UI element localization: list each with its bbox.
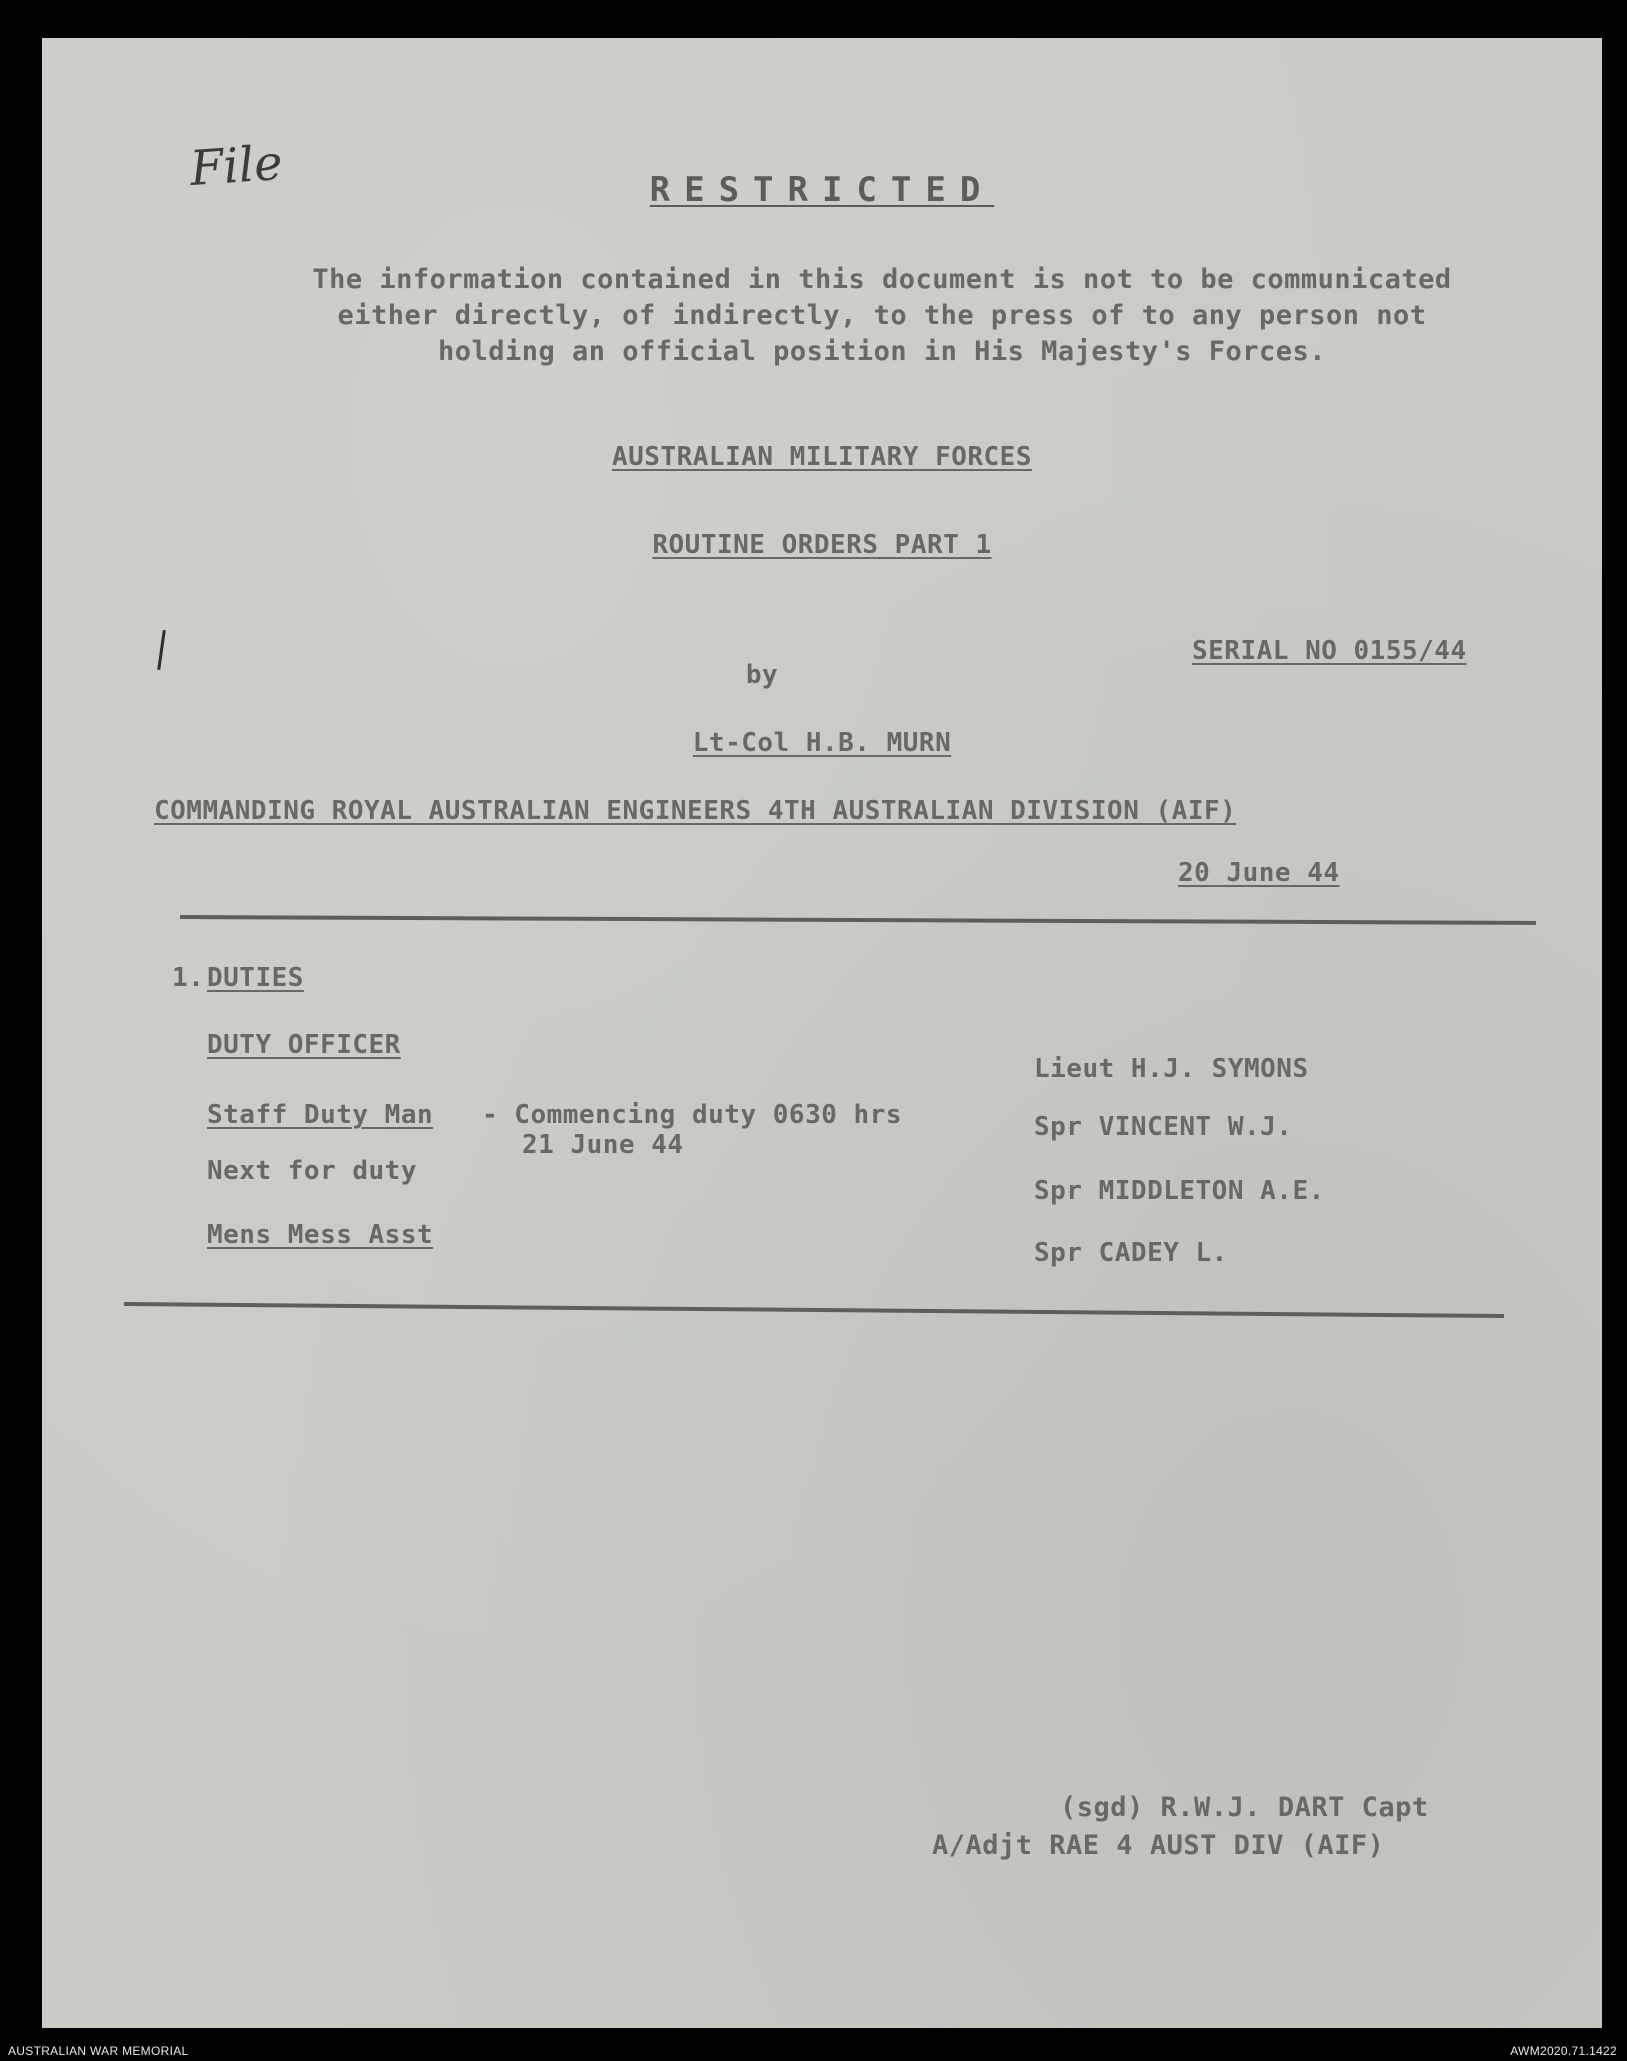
serial-number: SERIAL NO 0155/44	[1192, 636, 1467, 666]
commander-name: Lt-Col H.B. MURN	[692, 728, 952, 758]
row-name-next-for-duty: Spr MIDDLETON A.E.	[1034, 1176, 1325, 1206]
item-number: 1.	[172, 963, 205, 993]
footer-source: AUSTRALIAN WAR MEMORIAL	[8, 2044, 189, 2058]
divider-top	[180, 915, 1536, 925]
document-page	[42, 38, 1602, 2028]
row-detail-staff-duty-man: - Commencing duty 0630 hrs	[482, 1100, 902, 1130]
row-name-duty-officer: Lieut H.J. SYMONS	[1034, 1054, 1309, 1084]
row-label-duty-officer: DUTY OFFICER	[207, 1030, 401, 1060]
divider-bottom	[124, 1302, 1504, 1318]
signature-title: A/Adjt RAE 4 AUST DIV (AIF)	[932, 1830, 1385, 1861]
restriction-notice: The information contained in this document is not to be communicated either directly, of indirectly, to the press of to any person not holding an official position in His Majesty's Forces.	[312, 264, 1452, 367]
order-title: ROUTINE ORDERS PART 1	[652, 530, 992, 560]
organisation-title: AUSTRALIAN MILITARY FORCES	[612, 442, 1032, 472]
row-detail-date-staff-duty-man: 21 June 44	[522, 1130, 684, 1160]
signature-line: (sgd) R.W.J. DART Capt	[1060, 1792, 1429, 1823]
row-name-mens-mess-asst: Spr CADEY L.	[1034, 1238, 1228, 1268]
row-label-mens-mess-asst: Mens Mess Asst	[207, 1220, 434, 1250]
row-name-staff-duty-man: Spr VINCENT W.J.	[1034, 1112, 1293, 1142]
by-line: by	[745, 660, 779, 690]
row-label-next-for-duty: Next for duty	[207, 1156, 417, 1186]
section-heading: DUTIES	[207, 963, 304, 993]
classification-heading: RESTRICTED	[649, 170, 995, 210]
order-date: 20 June 44	[1178, 858, 1340, 888]
command-title: COMMANDING ROYAL AUSTRALIAN ENGINEERS 4TH AUSTRALIAN DIVISION (AIF)	[154, 796, 1237, 826]
row-label-staff-duty-man: Staff Duty Man	[207, 1100, 434, 1130]
footer-accession: AWM2020.71.1422	[1510, 2044, 1617, 2058]
handwritten-note: File	[188, 134, 285, 198]
